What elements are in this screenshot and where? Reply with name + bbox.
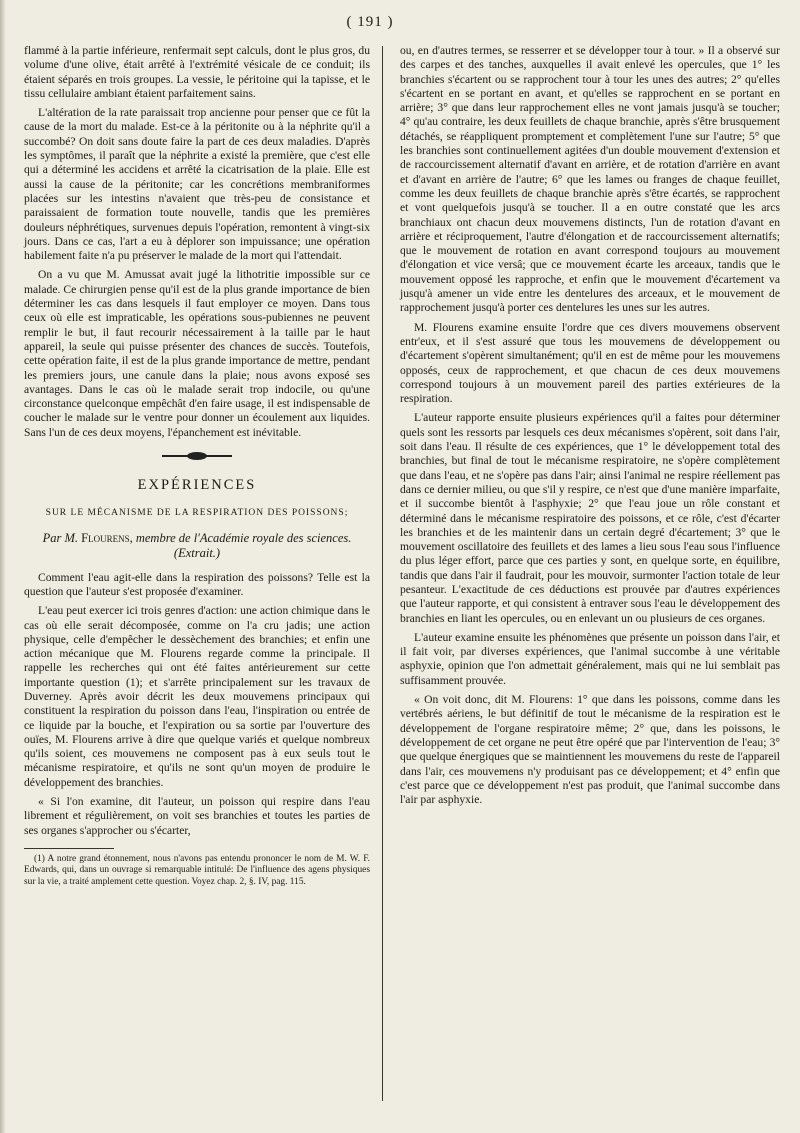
footnote: (1) A notre grand étonnement, nous n'avons pas entendu prononcer le nom de M. W. F. Edwards, qui, dans un ouvrage si remarquable intitulé: De l'influence des agens physiques sur la vie, a traité amplement cette question. Voyez chap. 2, §. IV, pag. 115. [24, 853, 370, 887]
paragraph: « Si l'on examine, dit l'auteur, un poisson qui respire dans l'eau librement et régulièrement, on voit ses branchies et toutes les parties de ses organes s'approcher ou s'écarter, [24, 795, 370, 837]
section-subtitle: SUR LE MÉCANISME DE LA RESPIRATION DES POISSONS; [45, 508, 349, 519]
paragraph: Comment l'eau agit-elle dans la respiration des poissons? Telle est la question que l'auteur s'est proposée d'examiner. [24, 570, 370, 598]
separator-ornament [162, 452, 232, 460]
paragraph: L'altération de la rate paraissait trop ancienne pour penser que ce fût la cause de la mort du malade. Est-ce à la péritonite ou à la néphrite qu'il a succombé? On doit sans doute faire la part de ces deux maladies. D'après les symptômes, il paraît que la néphrite a existé la première, que c'est elle qui a déterminé les accidens et arrêté la cicatrisation de la plaie. Elle est aussi la cause de la péritonite; car les concrétions membraniformes placées sur les intestins n'avaient que très-peu de consistance et paraissaient de formation toute nouvelle, tandis que les premières douleurs néphrétiques, survenues depuis l'opération, remontent à vingt-six jours. Dans ce cas, l'art a eu à déplorer son impuissance; une opération habilement faite n'a pu préserver le malade de la mort qui l'attendait. [24, 106, 370, 263]
author-line [24, 531, 370, 561]
paragraph: M. Flourens examine ensuite l'ordre que ces divers mouvemens observent entr'eux, et il s'est assuré que tous les mouvemens de développement ou d'écartement s'opèrent simultanément; qu'il en est de même pour les mouvemens opposés, ceux de rapprochement, et que chacun de ces deux mouvemens correspond toujours à un mouvement pareil des parties extérieures de la respiration. [400, 320, 780, 406]
author-prefix: Par M. [42, 530, 78, 545]
page-edge-shadow [0, 0, 6, 1133]
paragraph: L'auteur examine ensuite les phénomènes que présente un poisson dans l'air, et il fait voir, par diverses expériences, que l'animal succombe à une véritable asphyxie, opinion que l'on admettait généralement, mais qui ne lui semblait pas suffisamment prouvée. [400, 630, 780, 687]
paragraph: ou, en d'autres termes, se resserrer et se développer tour à tour. » Il a observé sur des carpes et des tanches, auxquelles il avait enlevé les opercules, que 1° les branchies s'écartent ou se rapprochent tour à tour les unes des autres; 2° qu'elles s'écartent en se portant en avant, et qu'elles se rapprochent en se portant en arrière; 3° que dans leur rapprochement elles ne vont jamais jusqu'à se toucher; 4° qu'au contraire, les deux feuillets de chaque branchie, après s'être brusquement détachés, se réappliquent promptement et complètement l'une sur l'autre; 5° que les branchies sont continuellement agitées d'un double mouvement d'extension et de raccourcissement alternatif d'avant en arrière, et de rotation d'arrière en avant et d'avant en arrière de l'autre; 6° que les lames ou franges de chaque feuillet, comme les deux feuillets de chaque branchie après s'être écartés, se rapprochent et vont quelquefois jusqu'à se toucher. Il a en outre constaté que les arcs branchiaux ont chacun deux mouvemens distincts, l'un de rotation d'avant en arrière et réciproquement, l'autre d'élongation et de raccourcissement alternatifs; que le mouvement de rotation en avant correspond toujours au mouvement d'élongation et vice versâ; que ce mouvement écarte les arceaux, tandis que le mouvement opposé les rapproche, et enfin que le mouvement d'écartement va jusqu'à amener un vide entre les dentelures des arceaux, et le mouvement de rapprochement jusqu'à porter ces dentelures les unes sur les autres. [400, 44, 780, 315]
left-column [24, 44, 370, 888]
right-column [400, 44, 780, 812]
page-number: ( 191 ) [346, 14, 394, 30]
column-divider [382, 46, 383, 1101]
paragraph: « On voit donc, dit M. Flourens: 1° que dans les poissons, comme dans les vertébrés aériens, le but définitif de tout le mécanisme de la respiration est le développement de l'organe respiratoire même; 2° que, dans les poissons, le développement de cet organe ne peut être opéré que par l'intervention de l'eau; 3° que quelque énergiques que se maintiennent les mouvemens du reste de l'appareil dans l'air, ces mouvemens n'y produisant pas ce développement; et 4° enfin que c'est parce que ce développement n'est pas produit, que l'animal succombe dans l'air par asphyxie. [400, 693, 780, 807]
paragraph: flammé à la partie inférieure, renfermait sept calculs, dont le plus gros, du volume d'une olive, était arrêté à l'extrémité vésicale de ce conduit; ils étaient séparés en trois groupes. La vessie, le péritoine qui la tapisse, et le tissu cellulaire ambiant étaient parfaitement sains. [24, 44, 370, 100]
section-title: EXPÉRIENCES [137, 477, 257, 494]
author-suffix: , membre de l'Académie royale des sciences. (Extrait.) [129, 530, 352, 560]
footnote-rule [24, 848, 114, 849]
paragraph: L'auteur rapporte ensuite plusieurs expériences qu'il a faites pour déterminer quels sont les ressorts par lesquels ces deux mécanismes s'opèrent, soit dans l'air, soit dans l'eau. Il résulte de ces expériences, que 1° le développement total des branchies, but final de tout le mécanisme respiratoire, ne s'opère complètement que dans l'eau, et ne s'opère pas dans l'air; ainsi l'animal ne respire réellement pas dans ce dernier milieu, ou que s'il y respire, ce n'est que d'une manière imparfaite, et il succombe bientôt à l'asphyxie; 2° que l'eau joue un rôle constant et déterminé dans le mécanisme respiratoire des poissons, et ce rôle, c'est d'écarter les branchies et de les maintenir dans un certain degré d'écartement; 3° que le mouvement oscillatoire des feuillets et des lames a lieu sous l'eau sous l'influence du plus léger effort, parce que ces parties y sont, en quelque sorte, en équilibre, tandis que dans l'air il faudrait, pour les mouvoir, surmonter l'action totale de leur pesanteur. L'exactitude de ces déductions est prouvée par d'autres expériences que l'auteur rapporte, et qui consistent à entraver sous l'eau le développement des branchies en liant les opercules, ou en enlevant un ou plusieurs de ces organes. [400, 411, 780, 625]
paragraph: L'eau peut exercer ici trois genres d'action: une action chimique dans le cas où elle serait décomposée, comme on l'a cru jadis; une action physique, celle d'empêcher le dessèchement des branchies; et enfin une action mécanique que M. Flourens regarde comme la principale. Il rappelle les recherches qui ont été faites antérieurement sur cette importante question (1); et s'arrête principalement sur les travaux de Duverney. Après avoir décrit les deux mouvemens principaux qui constituent la respiration du poisson dans l'eau, l'inspiration ou entrée de ce liquide par la bouche, et l'expiration ou sa sortie par l'ouverture des ouïes, M. Flourens arrive à dire que quelque variés et quelque nombreux qu'ils soient, ces mouvemens ne composent pas à eux seuls tout le mécanisme respiratoire, et qu'ils ne sont qu'un moyen de produire le développement des branchies. [24, 604, 370, 789]
paragraph: On a vu que M. Amussat avait jugé la lithotritie impossible sur ce malade. Ce chirurgien pense qu'il est de la plus grande importance de bien déterminer les cas dans lesquels il faut employer ce moyen. Dans tous ceux où elle est impraticable, les opérations sous-pubiennes ne peuvent remplir le but, il faut recourir nécessairement à la taille par le haut appareil, la seule qui puisse présenter des chances de succès. Toutefois, cette opération faite, il est de la plus grande importance de mettre, pendant les premiers jours, une canule dans la plaie; nous avons exposé ses avantages. Dans le cas où le malade serait trop indocile, ou qu'une circonstance quelconque empêchât d'en faire usage, il est indispensable de coucher le malade sur le ventre pour donner un écoulement aux liquides. Sans l'un de ces deux moyens, l'épanchement est inévitable. [24, 268, 370, 439]
author-name: Flourens [81, 530, 130, 545]
